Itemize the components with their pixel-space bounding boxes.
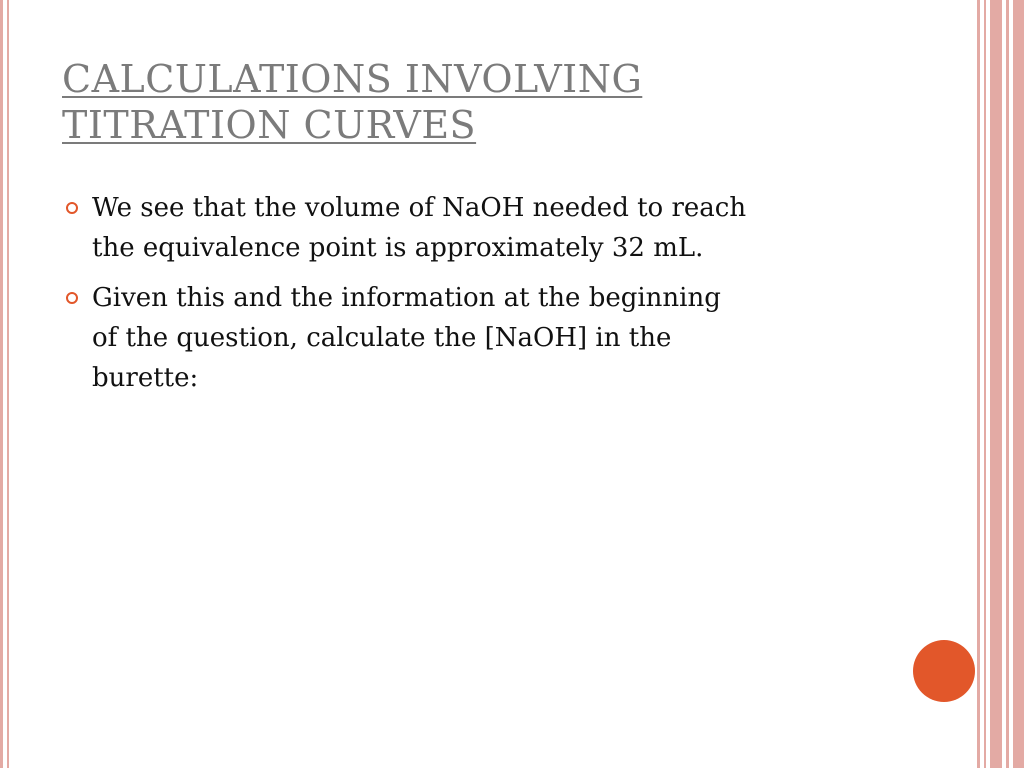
bullet-text-line: of the question, calculate the [NaOH] in the — [92, 323, 672, 353]
ring-bullet-icon — [66, 202, 78, 214]
bullet-item — [62, 188, 892, 268]
slide-title — [62, 56, 922, 148]
slide-title-line: TITRATION CURVES — [62, 103, 477, 147]
bullet-text-line: Given this and the information at the beginning — [92, 283, 721, 313]
left-border-line — [7, 0, 9, 768]
left-border-line — [0, 0, 3, 768]
ring-bullet-icon — [66, 292, 78, 304]
right-border-stripe — [1013, 0, 1024, 768]
slide-title-line: CALCULATIONS INVOLVING — [62, 57, 643, 101]
right-border-stripe — [990, 0, 1002, 768]
bullet-item — [62, 278, 892, 398]
bullet-list — [62, 188, 892, 408]
bullet-text-line: We see that the volume of NaOH needed to reach — [92, 193, 747, 223]
bullet-text-line: the equivalence point is approximately 32 mL. — [92, 233, 704, 263]
right-border-stripe — [977, 0, 980, 768]
bullet-text-line: burette: — [92, 363, 199, 393]
right-border-stripe — [1006, 0, 1009, 768]
orange-circle-icon — [913, 640, 975, 702]
right-border-stripe — [984, 0, 986, 768]
